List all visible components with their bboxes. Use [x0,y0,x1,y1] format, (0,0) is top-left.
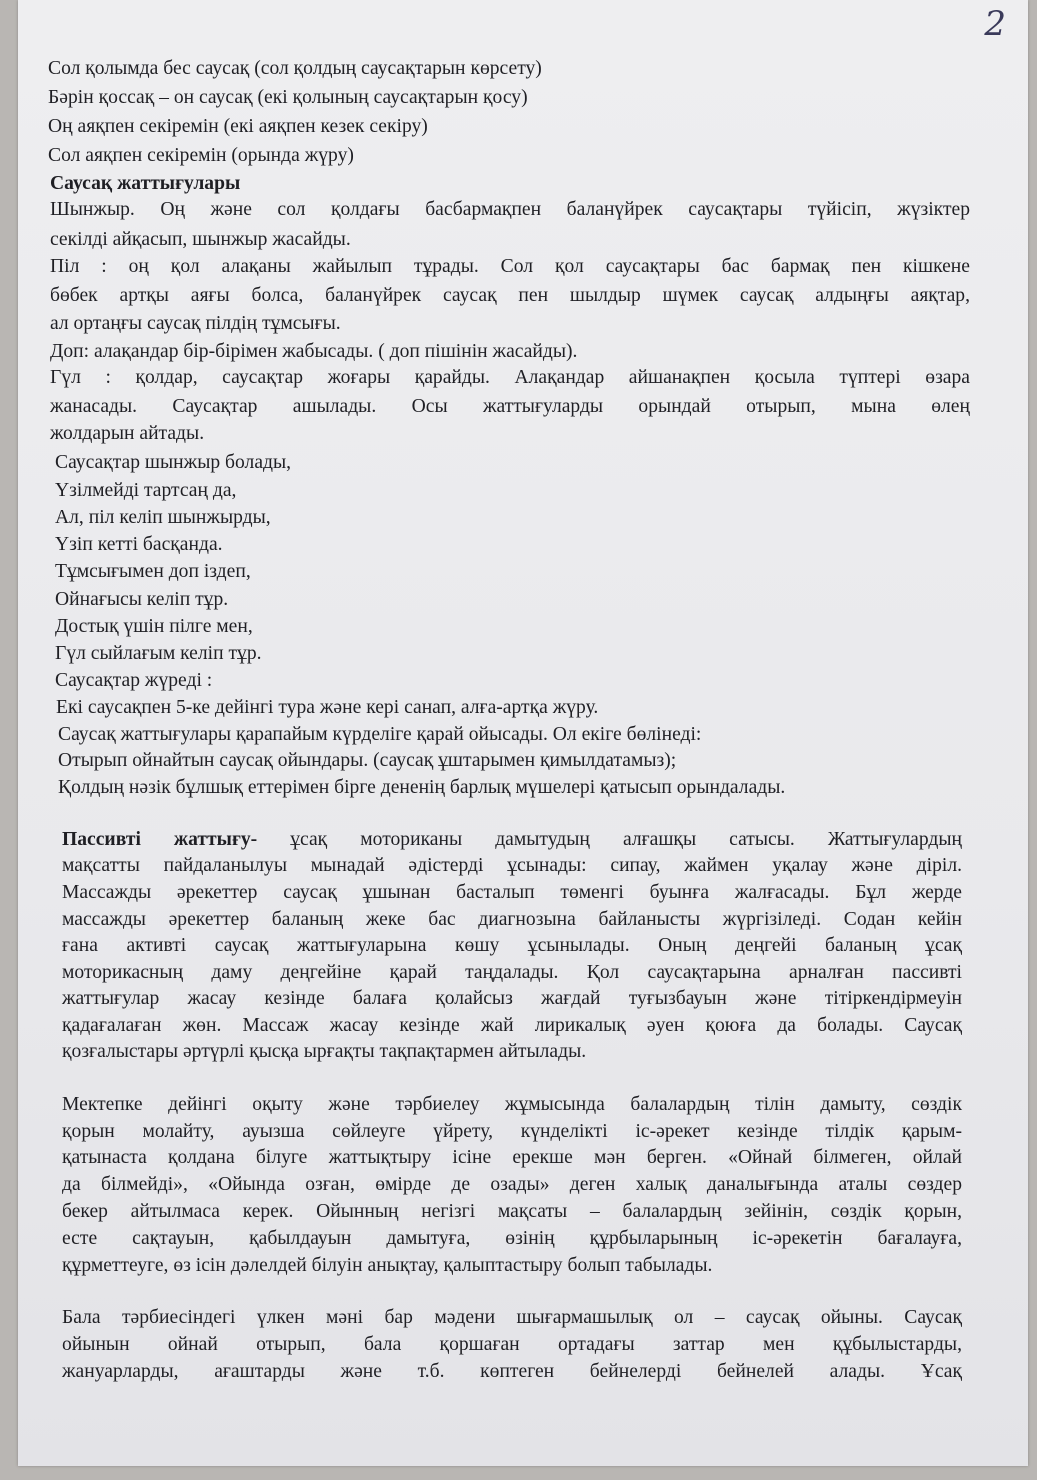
text-line: Доп: алақандар бір-бірімен жабысады. ( доп пішінін жасайды). [50,341,578,362]
document-page [18,0,1028,1466]
section-title: Саусақ жаттығулары [50,173,241,194]
text-line: бөбек артқы аяғы болса, баланүйрек саусақ пен шылдыр шүмек саусақ алдыңғы аяқтар, [50,285,970,306]
poem-line: Саусақтар шынжыр болады, [55,452,292,473]
term-passive-exercise: Пассивті жаттығу- [62,829,258,850]
text-line: жанасады. Саусақтар ашылады. Осы жаттығуларды орындай отырып, мына өлең [50,396,970,417]
text-line: Гүл : қолдар, саусақтар жоғары қарайды. Алақандар айшанақпен қосыла түптері өзара [50,367,970,388]
poem-line: Саусақтар жүреді : [55,670,213,691]
text-line: Екі саусақпен 5-ке дейінгі тура және кері санап, алға-артқа жүру. [56,697,599,718]
text-line: Сол аяқпен секіремін (орында жүру) [48,145,354,166]
poem-line: Үзіп кетті басқанда. [55,534,223,555]
text-line: құрметтеуге, өз ісін дәлелдей білуін анықтау, қалыптастыру болып табылады. [62,1255,713,1276]
text-fragment: ұсақ моториканы дамытудың алғашқы сатысы. Жаттығулардың [257,829,962,850]
text-line: Отырып ойнайтын саусақ ойындары. (саусақ ұштарымен қимылдатамыз); [58,750,677,771]
text-line: Мектепке дейінгі оқыту және тәрбиелеу жұмысында балалардың тілін дамыту, сөздік [62,1094,962,1115]
poem-line: Гүл сыйлағым келіп тұр. [55,643,262,664]
text-line: массажды әрекеттер баланың жеке бас диагнозына байланысты жүргізіледі. Содан кейін [62,909,962,930]
text-line: Саусақ жаттығулары қарапайым күрделіге қарай ойысады. Ол екіге бөлінеді: [58,724,702,745]
text-line: қатынаста қолдана білуге жаттықтыру ісіне ерекше мән берген. «Ойнай білмеген, ойлай [62,1147,962,1168]
text-line: ғана активті саусақ жаттығуларына көшу ұсынылады. Оның деңгейі баланың ұсақ [62,935,962,956]
text-line: қорын молайту, ауызша сөйлеуге үйрету, күнделікті іс-әрекет кезінде тілдік қарым- [62,1121,962,1142]
text-line: жаттығулар жасау кезінде балаға қолайсыз жағдай туғызбауын және тітіркендірмеуін [62,988,962,1009]
poem-line: Ал, піл келіп шынжырды, [55,507,271,528]
text-line: Оң аяқпен секіремін (екі аяқпен кезек секіру) [48,116,428,137]
text-line: ал ортаңғы саусақ пілдің тұмсығы. [50,313,341,334]
text-line: Бала тәрбиесіндегі үлкен мәні бар мәдени шығармашылық ол – саусақ ойыны. Саусақ [62,1307,962,1328]
text-line: да білмейді», «Ойында озған, өмірде де озады» деген халық даналығында аталы сөздер [62,1174,962,1195]
page-number: 2 [984,4,1006,44]
text-line: Массажды әрекеттер саусақ ұшынан басталып төменгі буынға жалғасады. Бұл жерде [62,882,962,903]
text-line: секілді айқасып, шынжыр жасайды. [50,229,351,250]
text-line: Бәрін қоссақ – он саусақ (екі қолының саусақтарын қосу) [48,87,528,108]
text-line: Піл : оң қол алақаны жайылып тұрады. Сол қол саусақтары бас бармақ пен кішкене [50,256,970,277]
poem-line: Ойнағысы келіп тұр. [55,589,229,610]
text-line: мақсатты пайдаланылуы мынадай әдістерді ұсынады: сипау, жаймен уқалау және діріл. [62,855,962,876]
text-line: қадағалаған жөн. Массаж жасау кезінде жай лирикалық әуен қоюға да болады. Саусақ [62,1015,962,1036]
text-line: Қолдың нәзік бұлшық еттерімен бірге дененің барлық мүшелері қатысып орындалады. [58,777,786,798]
text-line: қозғалыстары әртүрлі қысқа ырғақты тақпақтармен айтылады. [62,1041,587,1062]
text-line: жолдарын айтады. [50,423,205,444]
text-line: Сол қолымда бес саусақ (сол қолдың саусақтарын көрсету) [48,58,542,79]
poem-line: Үзілмейді тартсаң да, [55,480,237,501]
text-line: ойынын ойнай отырып, бала қоршаған ортадағы заттар мен құбылыстарды, [62,1334,962,1355]
poem-line: Достық үшін пілге мен, [55,616,253,637]
text-line: жануарларды, ағаштарды және т.б. көптеген бейнелерді бейнелей алады. Ұсақ [62,1361,962,1382]
paragraph-first-line [62,829,962,851]
poem-line: Тұмсығымен доп іздеп, [55,561,251,582]
text-line: моторикасның даму деңгейіне қарай таңдалады. Қол саусақтарына арналған пассивті [62,962,962,983]
text-line: Шынжыр. Оң және сол қолдағы басбармақпен баланүйрек саусақтары түйісіп, жүзіктер [50,199,970,220]
text-line: бекер айтылмаса керек. Ойынның негізгі мақсаты – балалардың зейінін, сөздік қорын, [62,1201,962,1222]
text-line: есте сақтауын, қабылдауын дамытуға, өзінің құрбыларының іс-әрекетін бағалауға, [62,1228,962,1249]
